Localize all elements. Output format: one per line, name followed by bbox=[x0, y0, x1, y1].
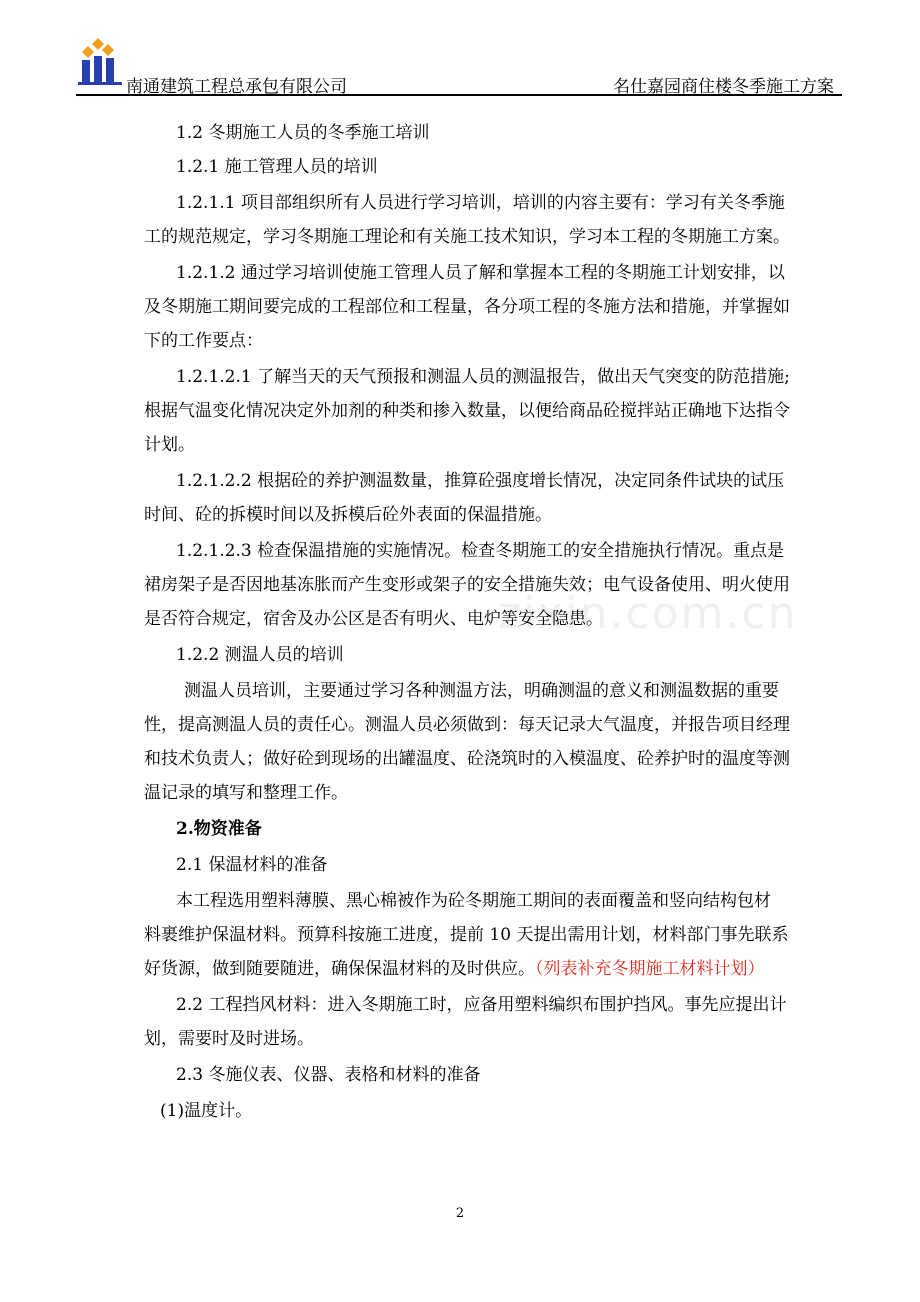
header-rule bbox=[76, 94, 842, 96]
paragraph-line: 计划。 bbox=[144, 435, 195, 455]
paragraph-line: 温记录的填写和整理工作。 bbox=[144, 783, 348, 803]
section-heading-1-2-2: 1.2.2 测温人员的培训 bbox=[176, 645, 344, 665]
paragraph-line: 1.2.1.2.3 检查保温措施的实施情况。检查冬期施工的安全措施执行情况。重点是 bbox=[176, 541, 785, 561]
watermark: zixin.com.cn bbox=[498, 588, 798, 639]
page-header bbox=[76, 36, 842, 96]
paragraph-line: 根据气温变化情况决定外加剂的种类和掺入数量，以便给商品砼搅拌站正确地下达指令 bbox=[144, 401, 790, 421]
section-heading-2: 2.物资准备 bbox=[176, 819, 262, 839]
paragraph-line: 是否符合规定，宿舍及办公区是否有明火、电炉等安全隐患。 bbox=[144, 609, 603, 629]
page-number: 2 bbox=[455, 1206, 465, 1221]
paragraph-line: 裙房架子是否因地基冻胀而产生变形或架子的安全措施失效；电气设备使用、明火使用 bbox=[144, 575, 790, 595]
paragraph-line: 工的规范规定，学习冬期施工理论和有关施工技术知识，学习本工程的冬期施工方案。 bbox=[144, 227, 790, 247]
section-heading-1-2: 1.2 冬期施工人员的冬季施工培训 bbox=[176, 123, 430, 143]
paragraph-line: 测温人员培训，主要通过学习各种测温方法，明确测温的意义和测温数据的重要 bbox=[184, 681, 779, 701]
company-name: 南通建筑工程总承包有限公司 bbox=[126, 77, 347, 97]
section-heading-2-1: 2.1 保温材料的准备 bbox=[176, 855, 328, 875]
document-title: 名仕嘉园商住楼冬季施工方案 bbox=[613, 77, 834, 97]
paragraph-line: 1.2.1.1 项目部组织所有人员进行学习培训，培训的内容主要有：学习有关冬季施 bbox=[176, 193, 785, 213]
paragraph-line: 划，需要时及时进场。 bbox=[144, 1029, 314, 1049]
company-logo bbox=[78, 36, 130, 86]
paragraph-text: 好货源，做到随要随进，确保保温材料的及时供应。 bbox=[144, 959, 535, 979]
paragraph-line: 本工程选用塑料薄膜、黑心棉被作为砼冬期施工期间的表面覆盖和竖向结构包材 bbox=[176, 891, 771, 911]
paragraph-line: 性，提高测温人员的责任心。测温人员必须做到：每天记录大气温度，并报告项目经理 bbox=[144, 715, 790, 735]
paragraph-line: 时间、砼的拆模时间以及拆模后砼外表面的保温措施。 bbox=[144, 505, 552, 525]
paragraph-line: 1.2.1.2.2 根据砼的养护测温数量，推算砼强度增长情况，决定同条件试块的试压 bbox=[176, 471, 785, 491]
paragraph-line: 和技术负责人；做好砼到现场的出罐温度、砼浇筑时的入模温度、砼养护时的温度等测 bbox=[144, 749, 790, 769]
paragraph-line: 1.2.1.2 通过学习培训使施工管理人员了解和掌握本工程的冬期施工计划安排，以 bbox=[176, 263, 785, 283]
section-heading-1-2-1: 1.2.1 施工管理人员的培训 bbox=[176, 157, 378, 177]
document-body bbox=[144, 116, 830, 1128]
paragraph-line: 料裹维护保温材料。预算科按施工进度，提前 10 天提出需用计划，材料部门事先联系 bbox=[144, 925, 789, 945]
paragraph-line: 1.2.1.2.1 了解当天的天气预报和测温人员的测温报告，做出天气突变的防范措施; bbox=[176, 367, 790, 387]
section-heading-2-3: 2.3 冬施仪表、仪器、表格和材料的准备 bbox=[176, 1065, 481, 1085]
paragraph-line: 及冬期施工期间要完成的工程部位和工程量，各分项工程的冬施方法和措施，并掌握如 bbox=[144, 297, 790, 317]
list-item: (1)温度计。 bbox=[160, 1101, 253, 1121]
paragraph-line: 2.2 工程挡风材料：进入冬期施工时，应备用塑料编织布围护挡风。事先应提出计 bbox=[176, 995, 787, 1015]
paragraph-line: 下的工作要点： bbox=[144, 331, 263, 351]
material-plan-note: （列表补充冬期施工材料计划） bbox=[535, 959, 765, 979]
paragraph-line bbox=[144, 952, 830, 986]
